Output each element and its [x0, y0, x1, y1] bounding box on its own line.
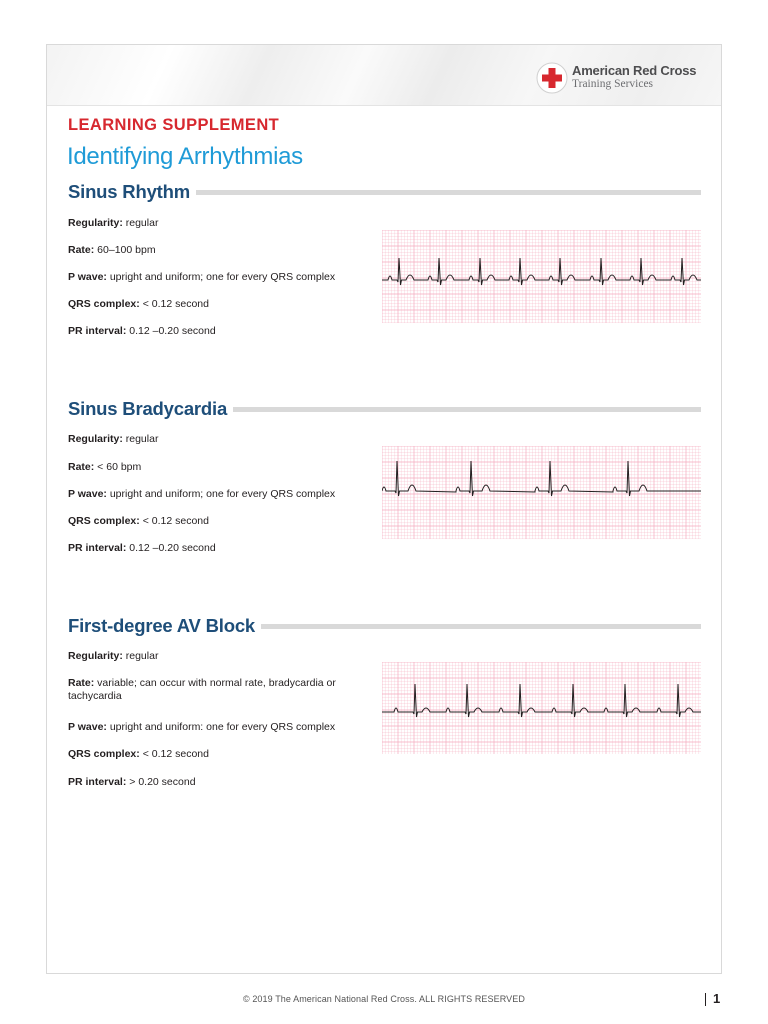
footer-divider: [705, 993, 706, 1006]
red-cross-icon: [536, 62, 568, 94]
criterion-qrs-complex: QRS complex: < 0.12 second: [68, 298, 209, 310]
footer-copyright: © 2019 The American National Red Cross. ALL RIGHTS RESERVED: [243, 994, 525, 1004]
criterion-qrs-complex: QRS complex: < 0.12 second: [68, 515, 209, 527]
page-title: Identifying Arrhythmias: [67, 143, 303, 170]
section-rule: [196, 190, 701, 195]
section-rule: [233, 407, 701, 412]
ecg-strip-sinus-rhythm: [382, 230, 701, 323]
ecg-grid: [382, 662, 701, 754]
criterion-p-wave: P wave: upright and uniform; one for every QRS complex: [68, 271, 336, 283]
criterion-rate: Rate: variable; can occur with normal rate, bradycardia or tachycardia: [68, 677, 336, 702]
brand-name: American Red Cross: [572, 63, 697, 78]
brand-subtitle: Training Services: [572, 78, 654, 90]
section-heading-sinus-rhythm: [68, 180, 701, 204]
criterion-p-wave: P wave: upright and uniform; one for every QRS complex: [68, 488, 336, 500]
ecg-grid: [382, 446, 701, 539]
section-title: Sinus Rhythm: [68, 181, 190, 202]
criterion-pr-interval: PR interval: > 0.20 second: [68, 776, 196, 788]
page-number: 1: [713, 991, 721, 1006]
ecg-strip-sinus-bradycardia: [382, 446, 701, 539]
criterion-rate: Rate: < 60 bpm: [68, 461, 142, 473]
criterion-rate: Rate: 60–100 bpm: [68, 244, 156, 256]
ecg-strip-first-degree-av-block: [382, 662, 701, 754]
section-heading-sinus-bradycardia: [68, 397, 701, 421]
criterion-regularity: Regularity: regular: [68, 650, 159, 662]
criterion-pr-interval: PR interval: 0.12 –0.20 second: [68, 325, 216, 337]
criterion-qrs-complex: QRS complex: < 0.12 second: [68, 748, 209, 760]
section-rule: [261, 624, 701, 629]
section-heading-first-degree-av-block: [68, 614, 701, 638]
criterion-pr-interval: PR interval: 0.12 –0.20 second: [68, 542, 216, 554]
criterion-regularity: Regularity: regular: [68, 433, 159, 445]
section-title: First-degree AV Block: [68, 615, 256, 636]
criterion-p-wave: P wave: upright and uniform: one for every QRS complex: [68, 721, 336, 733]
supplement-label: LEARNING SUPPLEMENT: [68, 116, 280, 134]
criterion-regularity: Regularity: regular: [68, 217, 159, 229]
red-cross-logo: [536, 60, 706, 96]
section-title: Sinus Bradycardia: [68, 398, 228, 419]
